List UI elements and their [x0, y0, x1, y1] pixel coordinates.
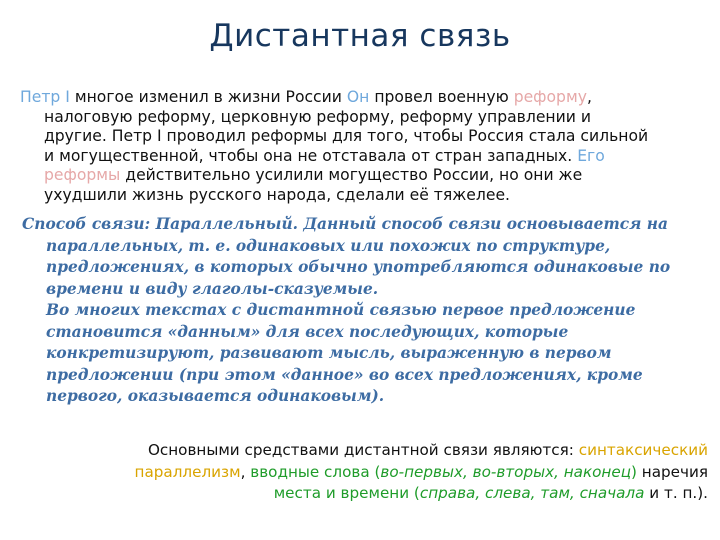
text-fragment: наречия: [636, 462, 708, 481]
text-fragment: и т. п.).: [644, 484, 708, 502]
explanation-line-5: Во многих текстах с дистантной связью первое предложение: [46, 301, 636, 319]
text-fragment: и могущественной, чтобы она не отставала от стран западных.: [44, 146, 578, 165]
example-paragraph: [20, 88, 710, 205]
highlight-pronoun: Он: [346, 88, 370, 106]
example-line-6: ухудшили жизнь русского народа, сделали её тяжелее.: [44, 185, 511, 204]
example-line-4: [20, 147, 710, 167]
highlight-examples: во-первых, во-вторых, наконец: [380, 462, 632, 481]
explanation-line-3: предложениях, в которых обычно употребляются одинаковые по: [46, 258, 671, 276]
means-line-2: [40, 462, 708, 484]
example-line-3: другие. Петр I проводил реформы для того, чтобы Россия стала сильной: [44, 127, 649, 145]
highlight-term: места и времени (: [273, 484, 420, 502]
highlight-term: вводные слова (: [250, 462, 381, 481]
example-line-2: налоговую реформу, церковную реформу, реформу управлении и: [44, 107, 591, 126]
example-line-1: [20, 88, 710, 108]
highlight-term: ): [631, 462, 637, 481]
explanation-line-8: предложении (при этом «данное» во всех предложениях, кроме: [46, 365, 643, 384]
explanation-line-4: времени и виду глаголы-сказуемые.: [46, 279, 379, 298]
means-line-1: [40, 440, 708, 462]
text-fragment: многое изменил в жизни России: [69, 88, 347, 106]
explanation-line-7: конкретизируют, развивают мысль, выраженную в первом: [46, 344, 612, 362]
text-fragment: ,: [240, 462, 251, 481]
means-line-3: [40, 483, 708, 505]
text-fragment: ,: [586, 88, 592, 106]
explanation-line-1: Способ связи: Параллельный. Данный способ связи основывается на: [22, 215, 668, 233]
explanation-line-2: параллельных, т. е. одинаковых или похожих по структуре,: [46, 236, 611, 255]
example-line-5: [20, 166, 710, 186]
text-fragment: Основными средствами дистантной связи являются:: [147, 441, 579, 459]
highlight-term: синтаксический: [578, 441, 708, 459]
highlight-term: параллелизм: [134, 462, 241, 481]
highlight-word-reform: реформу: [513, 88, 587, 106]
explanation-line-6: становится «данным» для всех последующих, которые: [46, 322, 569, 341]
highlight-subject: Петр I: [20, 88, 70, 106]
highlight-word-reforms: реформы: [44, 166, 121, 184]
highlight-pronoun: Его: [577, 146, 605, 165]
explanation-line-9: первого, оказывается одинаковым).: [46, 387, 385, 405]
text-fragment: провел военную: [369, 88, 514, 106]
means-paragraph: [40, 440, 708, 505]
text-fragment: действительно усилили могущество России, но они же: [120, 166, 583, 184]
explanation-paragraph: [22, 214, 714, 408]
highlight-examples: справа, слева, там, сначала: [419, 484, 645, 502]
slide-title: Дистантная связь: [209, 18, 511, 54]
